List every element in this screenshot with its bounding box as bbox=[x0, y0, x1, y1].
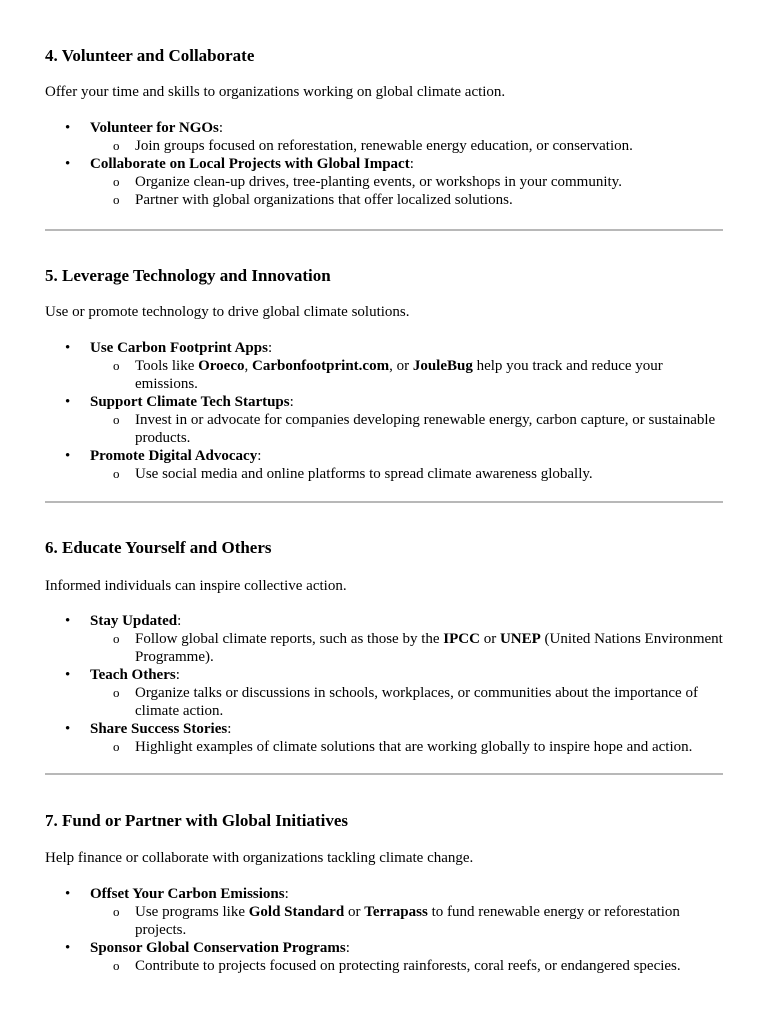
sub-item: o Follow global climate reports, such as those by the IPCC or UNEP (United Nations Environment Programme). bbox=[113, 631, 723, 665]
section-volunteer bbox=[45, 46, 725, 209]
sub-bullet-icon: o bbox=[113, 631, 120, 646]
bullet-icon: • bbox=[65, 886, 71, 902]
section-heading: 4. Volunteer and Collaborate bbox=[45, 46, 255, 65]
list-item: • Use Carbon Footprint Apps: o Tools like Oroeco, Carbonfootprint.com, or JouleBug help you track and reduce your emissions. bbox=[45, 339, 725, 393]
bullet-list bbox=[45, 885, 725, 975]
list-item: • Support Climate Tech Startups: o Invest in or advocate for companies developing renewable energy, carbon capture, or sustainable products. bbox=[45, 393, 725, 447]
section-heading: 5. Leverage Technology and Innovation bbox=[45, 266, 331, 285]
bullet-list bbox=[45, 119, 725, 209]
item-title: Volunteer for NGOs bbox=[90, 120, 219, 136]
sub-list bbox=[90, 357, 725, 393]
sub-bullet-icon: o bbox=[113, 739, 120, 754]
sub-item: o Contribute to projects focused on protecting rainforests, coral reefs, or endangered species. bbox=[113, 958, 681, 974]
sub-item: o Organize talks or discussions in schools, workplaces, or communities about the importance of climate action. bbox=[113, 685, 698, 719]
item-title: Share Success Stories bbox=[90, 721, 228, 737]
item-title: Offset Your Carbon Emissions bbox=[90, 886, 285, 902]
sub-bullet-icon: o bbox=[113, 358, 120, 373]
bullet-list bbox=[45, 339, 725, 483]
sub-bullet-icon: o bbox=[113, 958, 120, 973]
list-item: • Share Success Stories: o Highlight examples of climate solutions that are working globally to inspire hope and action. bbox=[45, 720, 725, 756]
list-item: • Offset Your Carbon Emissions: o Use programs like Gold Standard or Terrapass to fund renewable energy or reforestation projects. bbox=[45, 885, 725, 939]
section-divider bbox=[45, 773, 723, 775]
bullet-icon: • bbox=[65, 340, 71, 356]
list-item: • Volunteer for NGOs: o Join groups focused on reforestation, renewable energy education, or conservation. bbox=[45, 119, 725, 155]
section-fund bbox=[45, 811, 725, 975]
section-technology bbox=[45, 266, 725, 483]
item-title: Teach Others bbox=[90, 667, 176, 683]
section-intro: Use or promote technology to drive global climate solutions. bbox=[45, 304, 410, 320]
section-divider bbox=[45, 229, 723, 231]
section-intro: Informed individuals can inspire collective action. bbox=[45, 578, 347, 594]
sub-bullet-icon: o bbox=[113, 138, 120, 153]
item-title: Support Climate Tech Startups bbox=[90, 394, 290, 410]
bullet-icon: • bbox=[65, 613, 71, 629]
sub-list bbox=[90, 173, 725, 209]
list-item: • Collaborate on Local Projects with Global Impact: o Organize clean-up drives, tree-planting events, or workshops in your community. o Partner with global organizations that offer localized solutions. bbox=[45, 155, 725, 209]
sub-item: o Tools like Oroeco, Carbonfootprint.com, or JouleBug help you track and reduce your emissions. bbox=[113, 358, 663, 392]
sub-list bbox=[90, 738, 725, 756]
sub-item: o Join groups focused on reforestation, renewable energy education, or conservation. bbox=[113, 138, 633, 154]
bullet-icon: • bbox=[65, 120, 71, 136]
item-title: Collaborate on Local Projects with Global Impact bbox=[90, 156, 410, 172]
sub-item: o Highlight examples of climate solutions that are working globally to inspire hope and action. bbox=[113, 739, 693, 755]
bullet-icon: • bbox=[65, 667, 71, 683]
sub-item: o Use social media and online platforms to spread climate awareness globally. bbox=[113, 466, 593, 482]
sub-list bbox=[90, 957, 725, 975]
sub-list bbox=[90, 630, 725, 666]
sub-item: o Invest in or advocate for companies developing renewable energy, carbon capture, or sustainable products. bbox=[113, 412, 716, 446]
sub-list bbox=[90, 137, 725, 155]
sub-list bbox=[90, 903, 725, 939]
item-title: Promote Digital Advocacy bbox=[90, 448, 258, 464]
sub-bullet-icon: o bbox=[113, 466, 120, 481]
list-item: • Teach Others: o Organize talks or discussions in schools, workplaces, or communities about the importance of climate action. bbox=[45, 666, 725, 720]
list-item: • Stay Updated: o Follow global climate reports, such as those by the IPCC or UNEP (United Nations Environment Programme). bbox=[45, 612, 725, 666]
sub-item: o Organize clean-up drives, tree-planting events, or workshops in your community. bbox=[113, 174, 622, 190]
item-title: Use Carbon Footprint Apps bbox=[90, 340, 268, 356]
bullet-icon: • bbox=[65, 394, 71, 410]
section-intro: Help finance or collaborate with organizations tackling climate change. bbox=[45, 850, 474, 866]
sub-item: o Use programs like Gold Standard or Terrapass to fund renewable energy or reforestation projects. bbox=[113, 904, 680, 938]
sub-list bbox=[90, 684, 725, 720]
sub-item: o Partner with global organizations that offer localized solutions. bbox=[113, 192, 513, 208]
item-title: Sponsor Global Conservation Programs bbox=[90, 940, 346, 956]
section-heading: 7. Fund or Partner with Global Initiatives bbox=[45, 811, 349, 830]
list-item: • Promote Digital Advocacy: o Use social media and online platforms to spread climate awareness globally. bbox=[45, 447, 725, 483]
bullet-list bbox=[45, 612, 725, 756]
bullet-icon: • bbox=[65, 448, 71, 464]
sub-bullet-icon: o bbox=[113, 192, 120, 207]
list-item: • Sponsor Global Conservation Programs: o Contribute to projects focused on protecting rainforests, coral reefs, or endangered species. bbox=[45, 939, 725, 975]
sub-list bbox=[90, 411, 725, 447]
sub-bullet-icon: o bbox=[113, 174, 120, 189]
sub-bullet-icon: o bbox=[113, 904, 120, 919]
sub-list bbox=[90, 465, 725, 483]
item-title: Stay Updated bbox=[90, 613, 178, 629]
section-intro: Offer your time and skills to organizations working on global climate action. bbox=[45, 84, 506, 100]
bullet-icon: • bbox=[65, 940, 71, 956]
bullet-icon: • bbox=[65, 156, 71, 172]
section-divider bbox=[45, 501, 723, 503]
sub-bullet-icon: o bbox=[113, 412, 120, 427]
sub-bullet-icon: o bbox=[113, 685, 120, 700]
section-heading: 6. Educate Yourself and Others bbox=[45, 538, 272, 557]
section-educate bbox=[45, 538, 725, 756]
bullet-icon: • bbox=[65, 721, 71, 737]
